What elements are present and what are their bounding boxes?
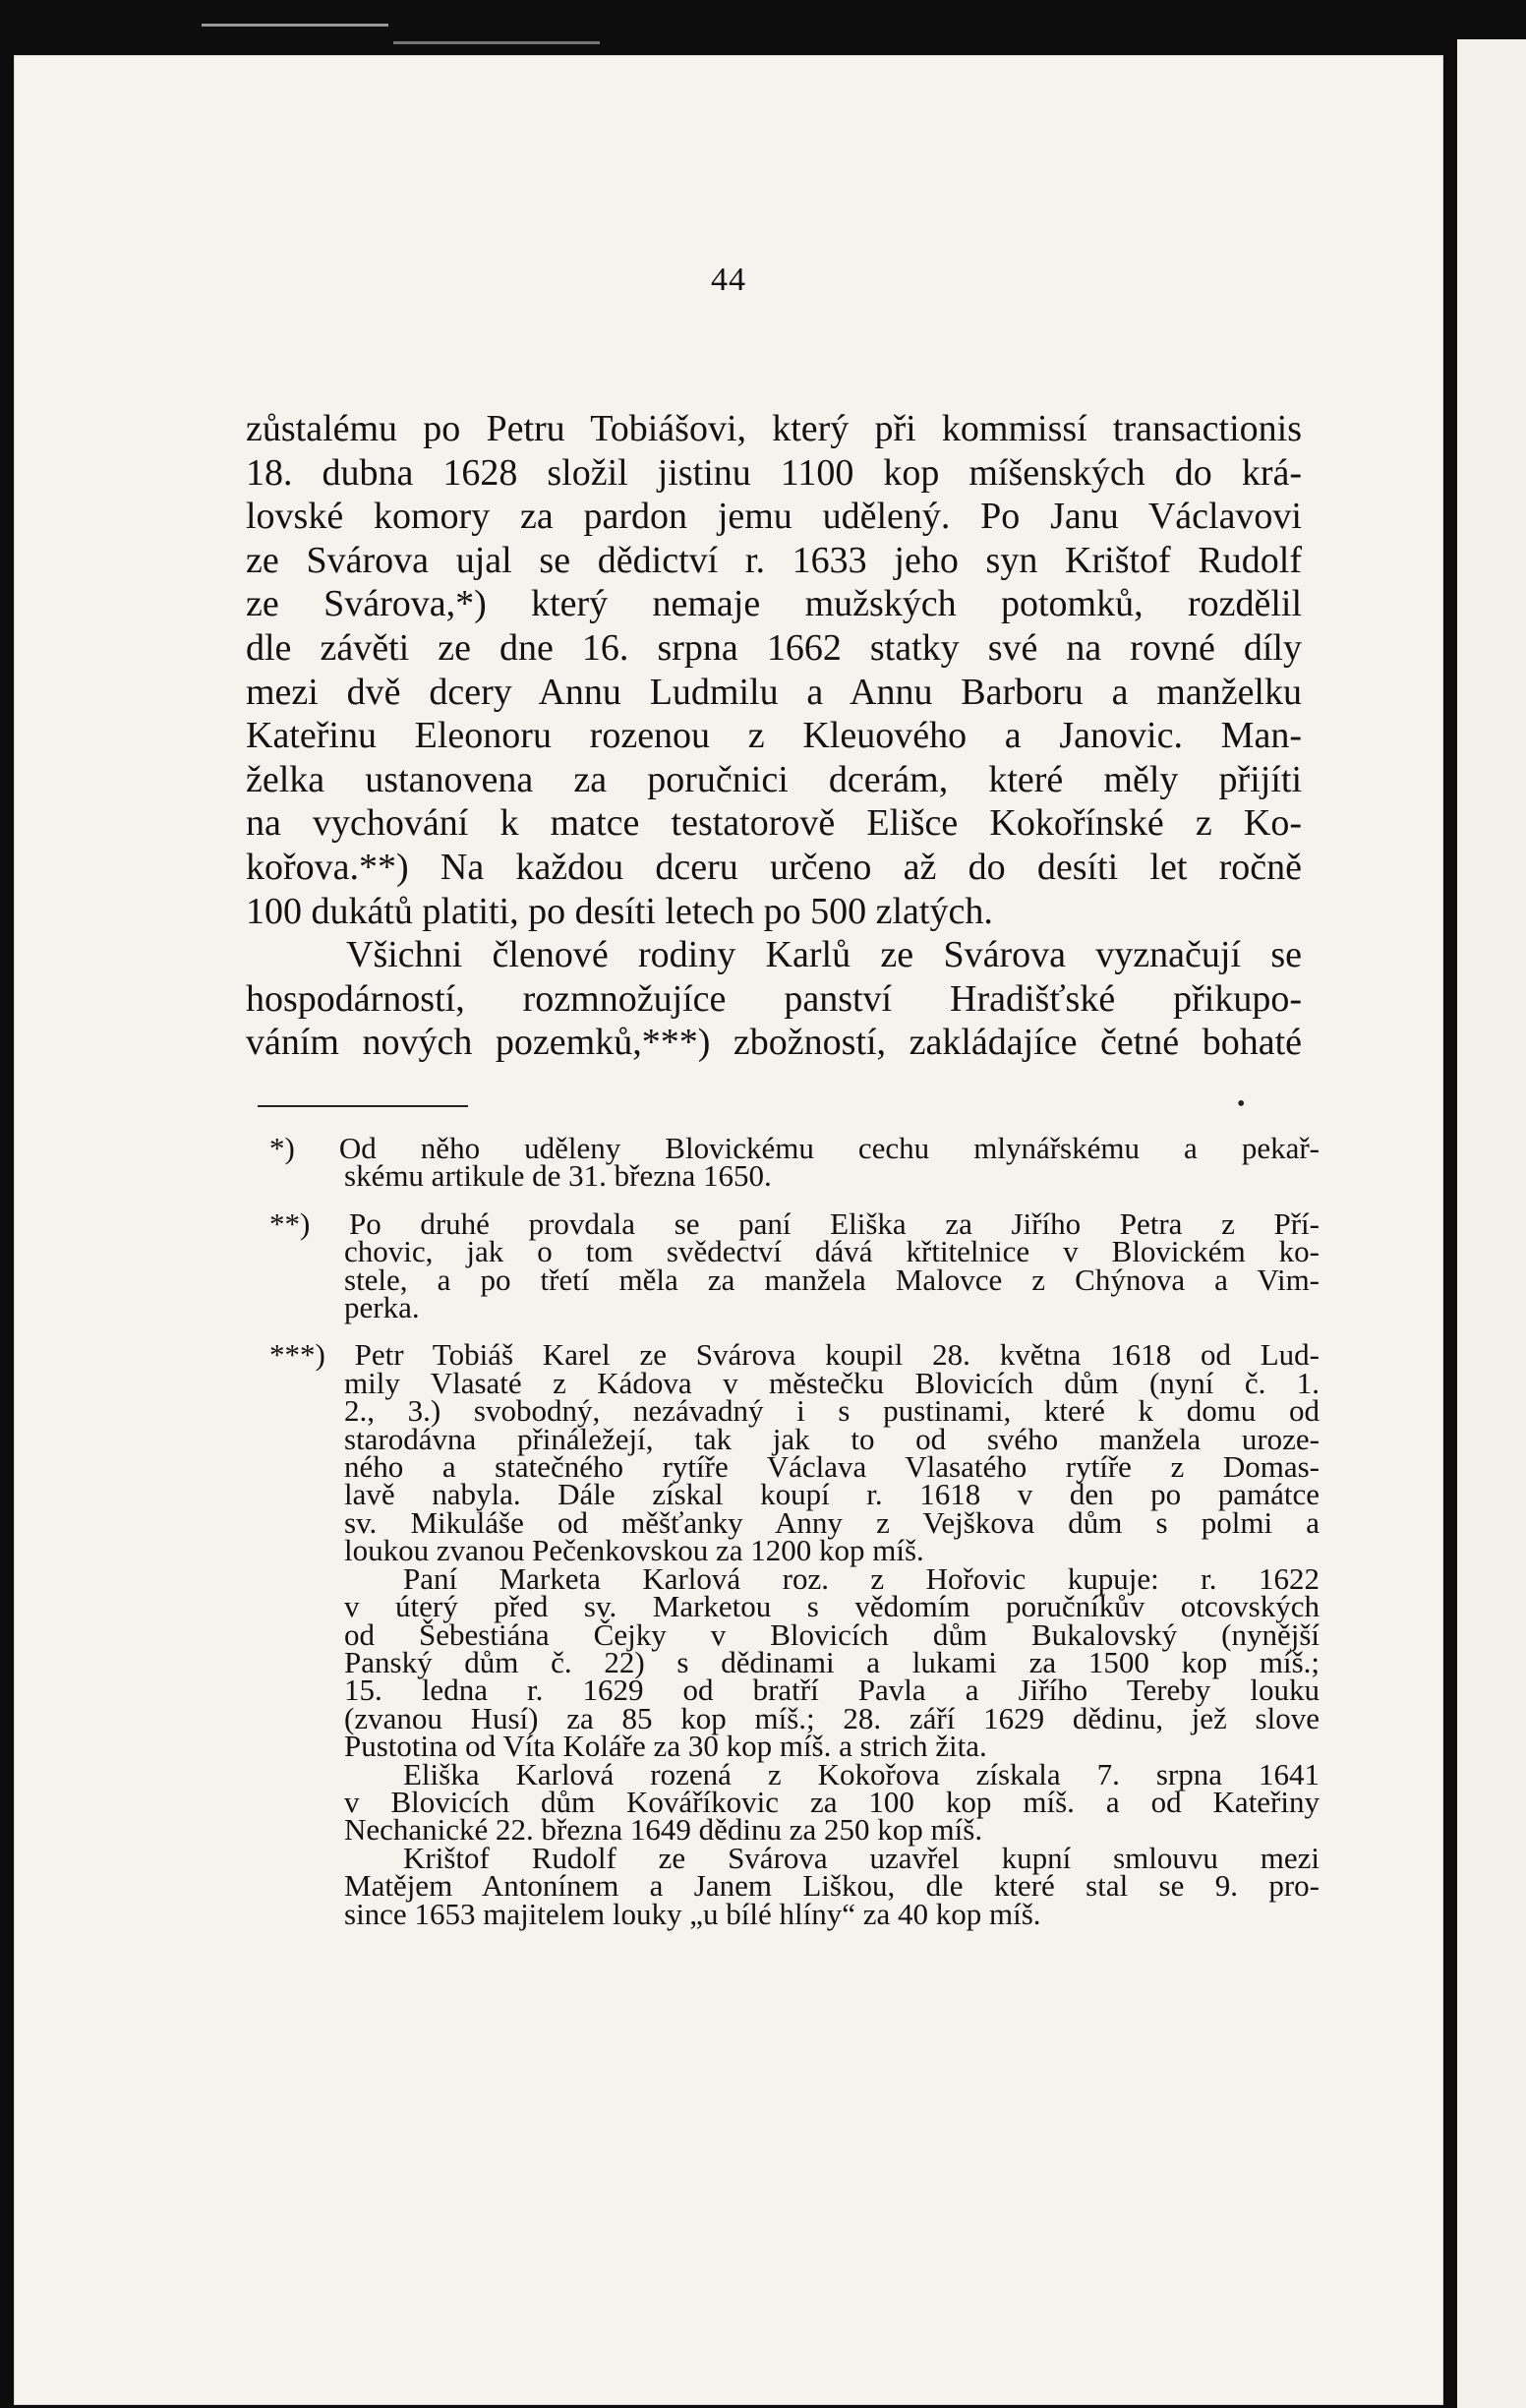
- footnote-line: ného a statečného rytíře Václava Vlasatého rytíře z Domas-: [344, 1449, 1320, 1485]
- text-line: zůstalému po Petru Tobiášovi, který při kommissí transactionis: [246, 408, 1302, 449]
- page-number: 44: [711, 262, 746, 298]
- footnote-line: ***) Petr Tobiáš Karel ze Svárova koupil 28. května 1618 od Lud-: [269, 1337, 1320, 1373]
- footnote-line: Krištof Rudolf ze Svárova uzavřel kupní smlouvu mezi: [403, 1840, 1320, 1875]
- footnote-line: lavě nabyla. Dále získal koupí r. 1618 v den po památce: [344, 1477, 1320, 1512]
- footnote-separator: [258, 1105, 468, 1107]
- footnote-line: Nechanické 22. března 1649 dědinu za 250 kop míš.: [344, 1812, 983, 1848]
- main-text: [246, 407, 1302, 1065]
- footnote-line: Panský dům č. 22) s dědinami a lukami za 1500 kop míš.;: [344, 1644, 1320, 1679]
- text-line: kořova.**) Na každou dceru určeno až do desíti let ročně: [246, 846, 1302, 888]
- text-line: Kateřinu Eleonoru rozenou z Kleuového a Janovic. Man-: [246, 715, 1302, 757]
- text-line: dle závěti ze dne 16. srpna 1662 statky své na rovné díly: [246, 626, 1302, 669]
- footnote-line: **) Po druhé provdala se paní Eliška za Jiřího Petra z Pří-: [269, 1205, 1320, 1241]
- footnote-line: chovic, jak o tom svědectví dává křtitelnice v Blovickém ko-: [344, 1234, 1320, 1269]
- print-dot: •: [1237, 1091, 1246, 1117]
- text-line: 100 dukátů platiti, po desíti letech po 500 zlatých.: [246, 890, 993, 932]
- text-line: mezi dvě dcery Annu Ludmilu a Annu Barboru a manželku: [246, 671, 1302, 713]
- footnote-line: Pustotina od Víta Koláře za 30 kop míš. a strich žita.: [344, 1729, 987, 1764]
- footnote-line: skému artikule de 31. března 1650.: [344, 1158, 772, 1194]
- footnote-line: *) Od něho uděleny Blovickému cechu mlynářskému a pekař-: [269, 1131, 1320, 1165]
- footnote-line: Matějem Antonínem a Janem Liškou, dle které stal se 9. pro-: [344, 1868, 1320, 1904]
- footnote-line: Eliška Karlová rozená z Kokořova získala 7. srpna 1641: [403, 1756, 1320, 1791]
- footnote-line: perka.: [344, 1290, 420, 1325]
- footnote-line: sv. Mikuláše od měšťanky Anny z Vejškova dům s polmi a: [344, 1504, 1320, 1540]
- scan-edge-mark: [202, 24, 388, 27]
- text-line: na vychování k matce testatorově Elišce Kokořínské z Ko-: [246, 802, 1302, 845]
- footnote-line: loukou zvanou Pečenkovskou za 1200 kop míš.: [344, 1533, 924, 1568]
- text-line: želka ustanovena za poručnici dcerám, které měly přijíti: [246, 758, 1302, 800]
- footnote-line: mily Vlasaté z Kádova v městečku Blovicích dům (nyní č. 1.: [344, 1365, 1320, 1400]
- footnote-line: 2., 3.) svobodný, nezávadný i s pustinami, které k domu od: [344, 1393, 1320, 1429]
- text-line: lovské komory za pardon jemu udělený. Po Janu Václavovi: [246, 496, 1302, 538]
- text-line: 18. dubna 1628 složil jistinu 1100 kop míšenských do krá-: [246, 451, 1302, 494]
- footnote-line: (zvanou Husí) za 85 kop míš.; 28. září 1629 dědinu, jež slove: [344, 1700, 1320, 1735]
- footnote-line: stele, a po třetí měla za manžela Malovce z Chýnova a Vim-: [344, 1262, 1320, 1297]
- scan-edge-mark-2: [393, 41, 600, 44]
- footnote-line: v úterý před sv. Marketou s vědomím poručníkův otcovských: [344, 1589, 1320, 1624]
- text-line: hospodárností, rozmnožujíce panství Hradišťské přikupo-: [246, 977, 1302, 1020]
- text-line: ze Svárova,*) který nemaje mužských potomků, rozdělil: [246, 583, 1302, 625]
- text-line: ze Svárova ujal se dědictví r. 1633 jeho syn Krištof Rudolf: [246, 539, 1302, 581]
- text-line: váním nových pozemků,***) zbožností, zakládajíce četné bohaté: [246, 1022, 1302, 1064]
- footnotes: [269, 1131, 1320, 1931]
- footnote-line: since 1653 majitelem louky „u bílé hlíny“ za 40 kop míš.: [344, 1896, 1041, 1931]
- footnote-line: v Blovicích dům Kováříkovic za 100 kop míš. a od Kateřiny: [344, 1784, 1320, 1819]
- footnote-line: Paní Marketa Karlová roz. z Hořovic kupuje: r. 1622: [403, 1560, 1320, 1596]
- footnote-line: od Šebestiána Čejky v Blovicích dům Bukalovský (nynější: [344, 1616, 1320, 1652]
- footnote-line: 15. ledna r. 1629 od bratří Pavla a Jiřího Tereby louku: [344, 1673, 1320, 1708]
- book-page: [14, 55, 1443, 2405]
- text-line: Všichni členové rodiny Karlů ze Svárova vyznačují se: [346, 934, 1302, 976]
- footnote-line: starodávna přináležejí, tak jak to od svého manžela uroze-: [344, 1421, 1320, 1456]
- adjacent-page-edge: [1457, 39, 1526, 2408]
